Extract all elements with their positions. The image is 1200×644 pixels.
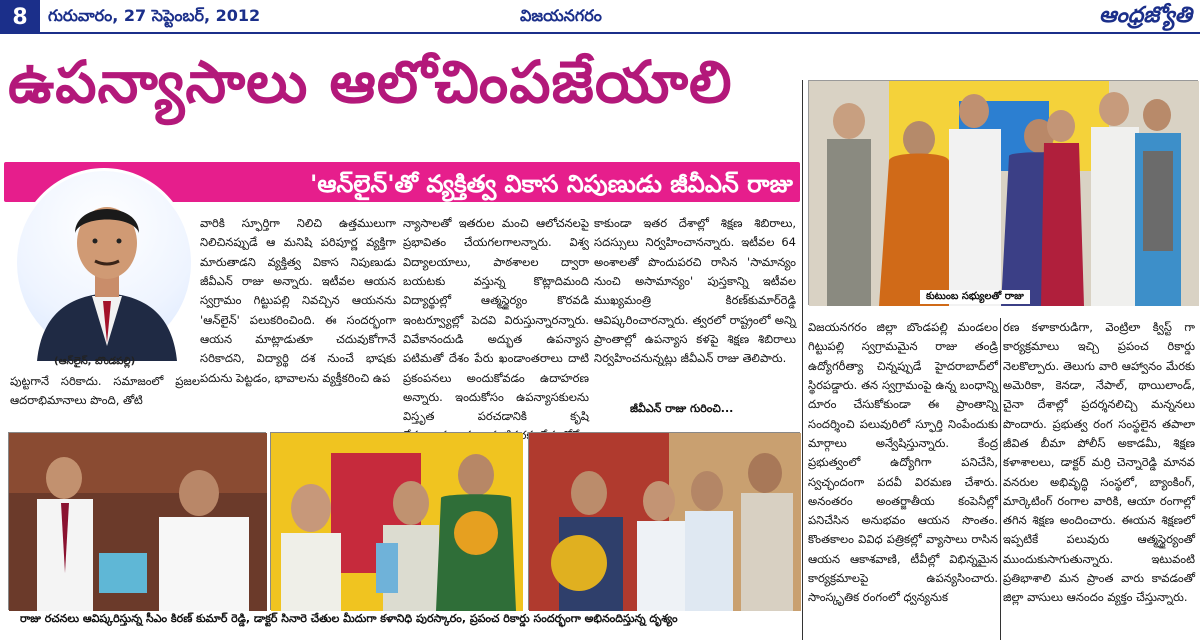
column-divider: [1000, 318, 1001, 640]
article-column-3: [594, 214, 796, 400]
subheadline: 'ఆన్‌లైన్'తో వ్యక్తిత్వ వికాస నిపుణుడు జీవీఎన్ రాజు: [310, 170, 793, 198]
article-column-5: [1003, 318, 1195, 640]
article-paragraph: పుట్టగానే సరికాదు. సమాజంలో ప్రజల ఆదరాభిమానాలు పొంది, తోటి: [10, 374, 200, 408]
world-record-photo: [528, 432, 800, 610]
book-release-photo: [8, 432, 266, 610]
article-paragraph: కాకుండా ఇతర దేశాల్లో శిక్షణ శిబిరాలు, సదస్సులు నిర్వహించానన్నారు. ఇటీవల 64 అంశాలతో పొందుపరచి రాసిన 'సామాన్యం నుంచి అసామాన్యం' పుస్తకాన్ని ఇటీవల ముఖ్యమంత్రి కిరణ్‌కుమార్‌రెడ్డి ఆవిష్కరించారన్నారు. త్వరలో రాష్ట్రంలో అన్ని ప్రాంతాల్లో ఉపన్యాస కళపై శిక్షణ శిబిరాలు నిర్వహించనున్నట్లు జీవీఎన్ రాజు తెలిపారు.: [594, 216, 796, 366]
article-paragraph: వారికి స్ఫూర్తిగా నిలిచి ఉత్తములుగా నిలిచినప్పుడే ఆ మనిషి పరిపూర్ణ వ్యక్తిగా మారుతాడని వ్యక్తిత్వ వికాస నిపుణుడు జీవీఎన్ రాజు అన్నారు. ఇటీవల ఆయన స్వగ్రామం గిట్టుపల్లి నివచ్చిన ఆయనను 'ఆన్‌లైన్' పలుకరించింది. ఈ సందర్భంగా ఆయన మాట్లాడుతూ చదువుకోగానే సరికాదని, విద్యార్థి దశ నుంచే భాషకు పదును పెట్టడం, భావాలను వ్యక్తీకరించి ఉప: [200, 216, 396, 385]
page-number: 8: [0, 0, 40, 34]
portrait-caption: (ఆన్‌లైన్, బొండపల్లి): [54, 356, 136, 367]
article-column-1: [200, 214, 396, 385]
masthead: [0, 0, 1200, 34]
newspaper-logo: ఆంధ్రజ్యోతి: [1099, 2, 1192, 28]
article-column-2: [403, 214, 589, 422]
article-paragraph: విజయనగరం జిల్లా బొండపల్లి మండలం గిట్టుపల్లి స్వగ్రామమైన రాజు తండ్రి ఉద్యోగరీత్యా చిన్నప్పుడే హైదరాబాద్‌లో స్థిరపడ్డారు. తన స్వగ్రామంపై ఉన్న బంధాన్ని దూరం చేసుకోకుండా ఈ ప్రాంతాన్ని సందర్శించి పలువురిలో స్ఫూర్తి నింపేందుకు మార్గాలు అన్వేషిస్తున్నారు. కేంద్ర ప్రభుత్వంలో ఉద్యోగిగా పనిచేసి, స్వచ్ఛందంగా పదవీ విరమణ చేశారు. అనంతరం అంతర్జాతీయ కంపెనీల్లో పనిచేసిన అనుభవం ఆయన సొంతం. కొంతకాలం వివిధ పత్రికల్లో వ్యాసాలు రాసిన ఆయన ఆకాశవాణి, టీవీల్లో విభిన్నమైన కార్యక్రమాలపై ఉపన్యసించారు. సాంస్కృతిక రంగంలో ధ్వన్యనుక: [808, 320, 998, 605]
article-column-4: [808, 318, 998, 640]
portrait-photo: [14, 168, 194, 358]
edition-name: విజయనగరం: [520, 6, 602, 25]
article-column-1b: [10, 372, 200, 422]
section-label: జీవీఎన్ రాజు గురించి...: [630, 402, 734, 415]
award-ceremony-photo: [270, 432, 522, 610]
bottom-photos-caption: రాజు రచనలు ఆవిష్కరిస్తున్న సీఎం కిరణ్ కుమార్ రెడ్డి, డాక్టర్ సినారె చేతుల మీదుగా కళానిధి పురస్కారం, ప్రపంచ రికార్డు సందర్భంగా అభినందిస్తున్న దృశ్యం: [20, 612, 678, 625]
family-photo: [808, 80, 1198, 305]
column-divider: [802, 80, 803, 640]
family-photo-caption: కుటుంబ సభ్యులతో రాజు: [920, 290, 1030, 304]
issue-date: గురువారం, 27 సెప్టెంబర్, 2012: [48, 6, 261, 25]
article-paragraph: న్యాసాలతో ఇతరుల మంచి ఆలోచనలపై ప్రభావితం చేయగలగాలన్నారు. విశ్వ విద్యాలయాలు, పాఠశాలల ద్వారా బయటకు వస్తున్న కొట్లాదిమంది విద్యార్థుల్లో ఆత్మస్థైర్యం కొరవడి ఇంటర్వ్యూల్లో పెదవి విరుస్తున్నారన్నారు. వివేకానందుడి అద్భుత ఉపన్యాస పటిమతో దేశం పేరు ఖండాంతరాలు దాటి ప్రకంపనలు అందుకోవడం ఉదాహరణ అన్నారు. ఇందుకోసం ఉపన్యాసకులను విస్తృత పరచడానికి కృషి: [403, 216, 589, 424]
headline: ఉపన్యాసాలు ఆలోచింపజేయాలి: [8, 48, 733, 116]
article-paragraph: రణ కళాకారుడిగా, వెంట్రిలా క్విస్ట్ గా కార్యక్రమాలు ఇచ్చి ప్రపంచ రికార్డు నెలకొల్పారు. తెలుగు వారి ఆహ్వానం మేరకు అమెరికా, కెనడా, నేపాల్, థాయిలాండ్, చైనా దేశాల్లో ప్రదర్శనలిచ్చి మన్ననలు పొందారు. ప్రభుత్వ రంగ సంస్థలైన తపాలా జీవిత బీమా పోలీస్ అకాడమీ, శిక్షణ కళాశాలలు, డాక్టర్ మర్రి చెన్నారెడ్డి మానవ వనరుల అభివృద్ధి సంస్థలో, బ్యాంకింగ్, మార్కెటింగ్ రంగాల వారికి, ఆయా రంగాల్లో తగిన శిక్షణ అందించారు. ఈయన శిక్షణలో ఇప్పటికే పలువురు ఆత్మస్థైర్యంతో ముందుకుసాగుతున్నారు. ఇటువంటి ప్రతిభాశాలి మన ప్రాంత వారు కావడంతో జిల్లా వాసులు ఆనందం వ్యక్తం చేస్తున్నారు.: [1003, 320, 1195, 605]
